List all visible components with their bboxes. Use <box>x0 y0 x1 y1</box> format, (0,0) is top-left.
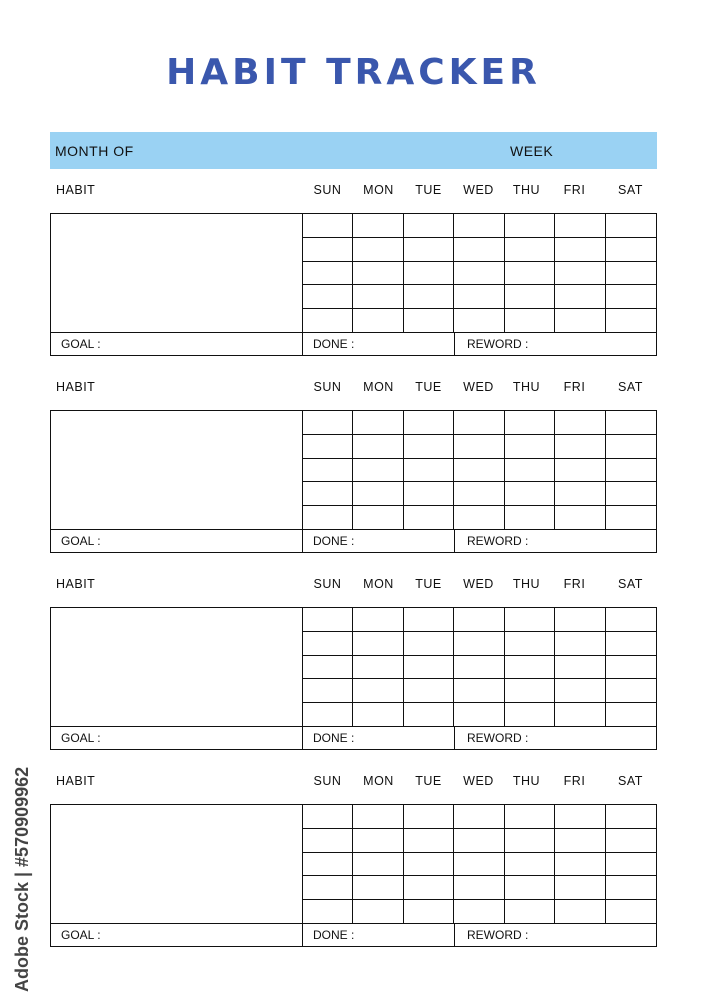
check-cell[interactable] <box>302 655 353 679</box>
check-cell[interactable] <box>504 261 555 285</box>
check-cell[interactable] <box>403 482 454 506</box>
check-cell[interactable] <box>555 899 606 923</box>
check-cell[interactable] <box>353 308 404 332</box>
day-header: TUE <box>415 183 442 197</box>
habit-grid <box>50 213 657 356</box>
check-cell[interactable] <box>403 876 454 900</box>
footer-divider <box>302 924 303 947</box>
habit-grid <box>50 410 657 553</box>
check-cell[interactable] <box>504 655 555 679</box>
check-cell[interactable] <box>605 261 656 285</box>
check-cell[interactable] <box>302 308 353 332</box>
check-cell[interactable] <box>555 482 606 506</box>
check-cell[interactable] <box>403 608 454 632</box>
goal-field[interactable]: GOAL : <box>61 534 101 548</box>
habit-section <box>50 577 657 752</box>
habit-section <box>50 183 657 358</box>
check-cell[interactable] <box>605 852 656 876</box>
check-cells <box>302 608 656 726</box>
check-cell[interactable] <box>555 805 606 829</box>
day-header: MON <box>363 577 394 591</box>
habit-grid <box>50 607 657 750</box>
check-cell[interactable] <box>605 458 656 482</box>
check-cell[interactable] <box>605 655 656 679</box>
day-header: WED <box>463 577 494 591</box>
check-cell[interactable] <box>302 702 353 726</box>
check-cell[interactable] <box>555 435 606 459</box>
check-cell[interactable] <box>403 435 454 459</box>
check-cell[interactable] <box>454 285 505 309</box>
check-cell[interactable] <box>403 829 454 853</box>
habit-header: HABIT <box>56 577 96 591</box>
month-week-bar <box>50 132 657 169</box>
check-cell[interactable] <box>353 805 404 829</box>
check-cell[interactable] <box>403 308 454 332</box>
habit-header: HABIT <box>56 183 96 197</box>
check-cell[interactable] <box>605 702 656 726</box>
check-cell[interactable] <box>454 899 505 923</box>
day-header: THU <box>512 577 541 591</box>
check-cell[interactable] <box>353 435 404 459</box>
check-cell[interactable] <box>302 214 353 238</box>
check-cell[interactable] <box>504 702 555 726</box>
habit-section <box>50 774 657 949</box>
day-header: WED <box>463 380 494 394</box>
day-header: FRI <box>563 774 586 788</box>
day-header: MON <box>363 774 394 788</box>
check-cell[interactable] <box>403 238 454 262</box>
check-cell[interactable] <box>403 285 454 309</box>
week-label: WEEK <box>510 143 554 159</box>
habit-name-box[interactable] <box>51 411 303 529</box>
page-title: HABIT TRACKER <box>166 52 541 93</box>
habit-grid <box>50 804 657 947</box>
check-cell[interactable] <box>454 805 505 829</box>
footer-divider <box>454 333 455 356</box>
check-cell[interactable] <box>353 702 404 726</box>
check-cell[interactable] <box>302 852 353 876</box>
section-footer <box>51 726 656 750</box>
check-cell[interactable] <box>555 238 606 262</box>
check-cell[interactable] <box>302 679 353 703</box>
footer-divider <box>302 727 303 750</box>
check-cell[interactable] <box>504 805 555 829</box>
check-cell[interactable] <box>555 702 606 726</box>
check-cell[interactable] <box>605 679 656 703</box>
check-cell[interactable] <box>454 702 505 726</box>
check-cell[interactable] <box>504 308 555 332</box>
stock-watermark-text: Adobe Stock | #570909962 <box>12 766 32 992</box>
day-header: SAT <box>618 183 643 197</box>
check-cell[interactable] <box>555 411 606 435</box>
check-cell[interactable] <box>403 655 454 679</box>
check-cell[interactable] <box>302 899 353 923</box>
check-cell[interactable] <box>504 411 555 435</box>
stock-watermark <box>12 762 36 992</box>
footer-divider <box>454 530 455 553</box>
check-cell[interactable] <box>605 829 656 853</box>
check-cell[interactable] <box>504 458 555 482</box>
habit-header: HABIT <box>56 380 96 394</box>
day-header: WED <box>463 774 494 788</box>
check-cell[interactable] <box>454 411 505 435</box>
day-header: SUN <box>313 577 342 591</box>
check-cell[interactable] <box>302 411 353 435</box>
check-cell[interactable] <box>302 505 353 529</box>
check-cell[interactable] <box>353 285 404 309</box>
day-header: THU <box>512 380 541 394</box>
check-cell[interactable] <box>504 632 555 656</box>
check-cell[interactable] <box>605 238 656 262</box>
day-header: THU <box>512 183 541 197</box>
check-cell[interactable] <box>504 899 555 923</box>
day-header: WED <box>463 183 494 197</box>
day-header: FRI <box>563 183 586 197</box>
reword-field[interactable]: REWORD : <box>467 534 529 548</box>
check-cell[interactable] <box>504 608 555 632</box>
check-cell[interactable] <box>504 482 555 506</box>
check-cell[interactable] <box>353 505 404 529</box>
day-header: SAT <box>618 577 643 591</box>
section-footer <box>51 332 656 356</box>
check-cell[interactable] <box>353 411 404 435</box>
check-cell[interactable] <box>302 876 353 900</box>
check-cell[interactable] <box>302 805 353 829</box>
check-cell[interactable] <box>302 608 353 632</box>
check-cell[interactable] <box>353 261 404 285</box>
check-cells <box>302 411 656 529</box>
check-cell[interactable] <box>504 829 555 853</box>
check-cell[interactable] <box>454 829 505 853</box>
check-cell[interactable] <box>454 261 505 285</box>
check-cells <box>302 214 656 332</box>
habit-name-box[interactable] <box>51 805 303 923</box>
check-cell[interactable] <box>353 876 404 900</box>
check-cell[interactable] <box>605 608 656 632</box>
habit-name-box[interactable] <box>51 214 303 332</box>
check-cell[interactable] <box>555 876 606 900</box>
check-cell[interactable] <box>302 632 353 656</box>
footer-divider <box>302 530 303 553</box>
check-cell[interactable] <box>504 435 555 459</box>
check-cell[interactable] <box>302 261 353 285</box>
check-cell[interactable] <box>555 214 606 238</box>
check-cell[interactable] <box>403 702 454 726</box>
check-cell[interactable] <box>454 608 505 632</box>
check-cell[interactable] <box>403 679 454 703</box>
check-cell[interactable] <box>403 261 454 285</box>
check-cell[interactable] <box>454 505 505 529</box>
check-cell[interactable] <box>605 632 656 656</box>
section-footer <box>51 529 656 553</box>
check-cell[interactable] <box>555 655 606 679</box>
day-header: SUN <box>313 183 342 197</box>
day-header: MON <box>363 183 394 197</box>
check-cell[interactable] <box>555 829 606 853</box>
check-cell[interactable] <box>555 458 606 482</box>
check-cell[interactable] <box>403 505 454 529</box>
check-cell[interactable] <box>302 435 353 459</box>
reword-field[interactable]: REWORD : <box>467 928 529 942</box>
habit-name-box[interactable] <box>51 608 303 726</box>
check-cell[interactable] <box>403 805 454 829</box>
check-cell[interactable] <box>353 679 404 703</box>
check-cell[interactable] <box>302 285 353 309</box>
day-header: FRI <box>563 577 586 591</box>
check-cell[interactable] <box>454 458 505 482</box>
check-cell[interactable] <box>403 411 454 435</box>
check-cell[interactable] <box>454 632 505 656</box>
check-cell[interactable] <box>605 805 656 829</box>
check-cell[interactable] <box>555 505 606 529</box>
day-header: MON <box>363 380 394 394</box>
check-cell[interactable] <box>454 308 505 332</box>
check-cell[interactable] <box>454 435 505 459</box>
check-cell[interactable] <box>454 852 505 876</box>
check-cell[interactable] <box>605 435 656 459</box>
footer-divider <box>454 924 455 947</box>
check-cell[interactable] <box>605 214 656 238</box>
check-cell[interactable] <box>403 214 454 238</box>
check-cell[interactable] <box>454 655 505 679</box>
month-of-label: MONTH OF <box>55 143 134 159</box>
check-cell[interactable] <box>454 214 505 238</box>
day-header: TUE <box>415 380 442 394</box>
check-cell[interactable] <box>353 852 404 876</box>
check-cell[interactable] <box>302 829 353 853</box>
day-header: TUE <box>415 774 442 788</box>
check-cell[interactable] <box>403 899 454 923</box>
check-cell[interactable] <box>353 655 404 679</box>
done-field[interactable]: DONE : <box>313 731 355 745</box>
check-cell[interactable] <box>353 829 404 853</box>
check-cell[interactable] <box>504 285 555 309</box>
check-cell[interactable] <box>605 482 656 506</box>
day-header: SAT <box>618 774 643 788</box>
check-cell[interactable] <box>555 679 606 703</box>
check-cell[interactable] <box>302 238 353 262</box>
check-cells <box>302 805 656 923</box>
check-cell[interactable] <box>353 632 404 656</box>
check-cell[interactable] <box>302 482 353 506</box>
footer-divider <box>454 727 455 750</box>
check-cell[interactable] <box>605 876 656 900</box>
check-cell[interactable] <box>555 608 606 632</box>
section-footer <box>51 923 656 947</box>
check-cell[interactable] <box>555 852 606 876</box>
day-header: SUN <box>313 774 342 788</box>
check-cell[interactable] <box>353 482 404 506</box>
done-field[interactable]: DONE : <box>313 337 355 351</box>
reword-field[interactable]: REWORD : <box>467 337 529 351</box>
check-cell[interactable] <box>555 285 606 309</box>
habit-section <box>50 380 657 555</box>
check-cell[interactable] <box>504 505 555 529</box>
check-cell[interactable] <box>605 411 656 435</box>
reword-field[interactable]: REWORD : <box>467 731 529 745</box>
check-cell[interactable] <box>504 679 555 703</box>
goal-field[interactable]: GOAL : <box>61 928 101 942</box>
habit-header: HABIT <box>56 774 96 788</box>
done-field[interactable]: DONE : <box>313 928 355 942</box>
day-header: THU <box>512 774 541 788</box>
check-cell[interactable] <box>504 852 555 876</box>
check-cell[interactable] <box>555 632 606 656</box>
check-cell[interactable] <box>605 308 656 332</box>
check-cell[interactable] <box>403 632 454 656</box>
check-cell[interactable] <box>454 482 505 506</box>
check-cell[interactable] <box>504 238 555 262</box>
check-cell[interactable] <box>454 876 505 900</box>
check-cell[interactable] <box>353 214 404 238</box>
check-cell[interactable] <box>353 608 404 632</box>
goal-field[interactable]: GOAL : <box>61 731 101 745</box>
day-header: SUN <box>313 380 342 394</box>
check-cell[interactable] <box>403 458 454 482</box>
check-cell[interactable] <box>454 238 505 262</box>
check-cell[interactable] <box>353 899 404 923</box>
check-cell[interactable] <box>605 285 656 309</box>
footer-divider <box>302 333 303 356</box>
day-header: TUE <box>415 577 442 591</box>
check-cell[interactable] <box>454 679 505 703</box>
check-cell[interactable] <box>555 308 606 332</box>
goal-field[interactable]: GOAL : <box>61 337 101 351</box>
check-cell[interactable] <box>353 238 404 262</box>
check-cell[interactable] <box>605 899 656 923</box>
check-cell[interactable] <box>403 852 454 876</box>
check-cell[interactable] <box>555 261 606 285</box>
check-cell[interactable] <box>353 458 404 482</box>
check-cell[interactable] <box>504 876 555 900</box>
day-header: SAT <box>618 380 643 394</box>
done-field[interactable]: DONE : <box>313 534 355 548</box>
check-cell[interactable] <box>302 458 353 482</box>
check-cell[interactable] <box>504 214 555 238</box>
check-cell[interactable] <box>605 505 656 529</box>
day-header: FRI <box>563 380 586 394</box>
